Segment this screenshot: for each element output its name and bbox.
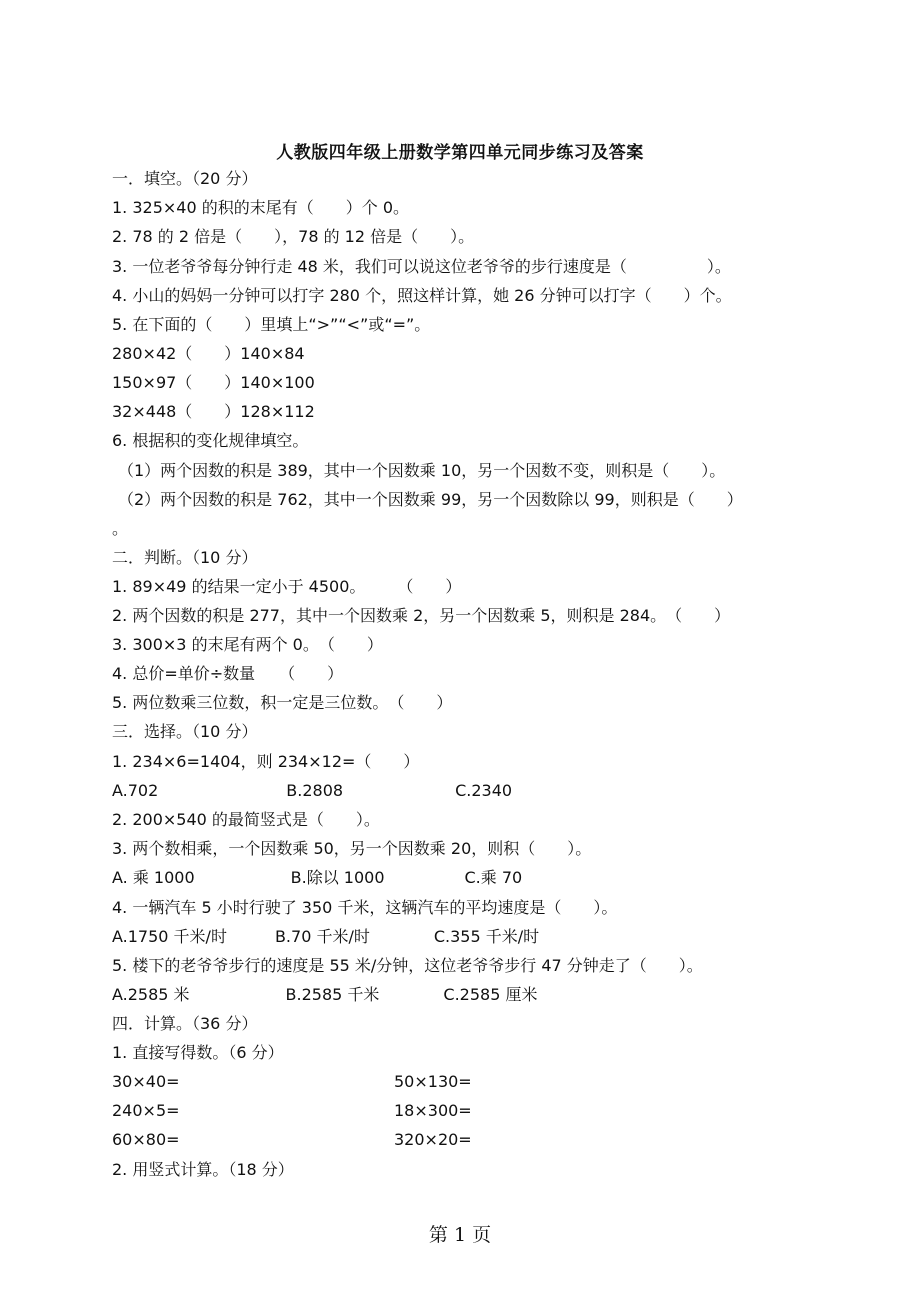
section-heading: 二．判断。（10 分） [112,548,258,567]
options-line: A.1750 千米/时 B.70 千米/时 C.355 千米/时 [112,927,540,946]
calc-left: 60×80= [112,1130,180,1149]
question-line: 280×42（ ）140×84 [112,344,305,363]
section-heading: 三．选择。（10 分） [112,722,258,741]
question-line: 5. 在下面的（ ）里填上“>”“<”或“=”。 [112,315,431,334]
question-line: 1. 234×6=1404，则 234×12=（ ） [112,752,420,771]
section-heading: 四．计算。（36 分） [112,1014,258,1033]
question-line: 3. 两个数相乘，一个因数乘 50，另一个因数乘 20，则积（ ）。 [112,839,592,858]
question-line: 3. 一位老爷爷每分钟行走 48 米，我们可以说这位老爷爷的步行速度是（ ）。 [112,257,731,276]
question-line: 150×97（ ）140×100 [112,373,315,392]
question-line: 5. 两位数乘三位数，积一定是三位数。 （ ） [112,693,453,712]
question-line: 4. 小山的妈妈一分钟可以打字 280 个，照这样计算，她 26 分钟可以打字（ ）个。 [112,286,732,305]
calc-right: 50×130= [394,1072,472,1091]
question-line: 3. 300×3 的末尾有两个 0。 （ ） [112,635,383,654]
question-line: （2）两个因数的积是 762，其中一个因数乘 99，另一个因数除以 99，则积是（ ） [118,490,743,509]
question-line: 5. 楼下的老爷爷步行的速度是 55 米/分钟，这位老爷爷步行 47 分钟走了（ ）。 [112,956,703,975]
question-line: 1. 89×49 的结果一定小于 4500。 （ ） [112,577,462,596]
question-line: 2. 200×540 的最简竖式是（ ）。 [112,810,380,829]
question-line: 32×448（ ）128×112 [112,402,315,421]
question-line: 4. 一辆汽车 5 小时行驶了 350 千米，这辆汽车的平均速度是（ ）。 [112,898,618,917]
options-line: A.702 B.2808 C.2340 [112,781,513,800]
calc-right: 18×300= [394,1101,472,1120]
question-line: 。 [112,519,129,538]
calc-left: 30×40= [112,1072,180,1091]
question-line: 6. 根据积的变化规律填空。 [112,431,309,450]
question-line: 2. 78 的 2 倍是（ ），78 的 12 倍是（ ）。 [112,227,475,246]
page-number: 第 1 页 [428,1224,492,1246]
section-heading: 一．填空。（20 分） [112,169,258,188]
calc-right: 320×20= [394,1130,472,1149]
question-line: （1）两个因数的积是 389，其中一个因数乘 10，另一个因数不变，则积是（ ）。 [118,461,726,480]
question-line: 1. 325×40 的积的末尾有（ ）个 0。 [112,198,410,217]
document-title: 人教版四年级上册数学第四单元同步练习及答案 [276,143,644,163]
options-line: A. 乘 1000 B.除以 1000 C.乘 70 [112,868,523,887]
question-line: 2. 两个因数的积是 277，其中一个因数乘 2，另一个因数乘 5，则积是 284。 （ ） [112,606,731,625]
question-line: 4. 总价=单价÷数量 （ ） [112,664,344,683]
question-line: 1. 直接写得数。（6 分） [112,1043,284,1062]
question-line: 2. 用竖式计算。（18 分） [112,1160,294,1179]
calc-left: 240×5= [112,1101,180,1120]
options-line: A.2585 米 B.2585 千米 C.2585 厘米 [112,985,538,1004]
